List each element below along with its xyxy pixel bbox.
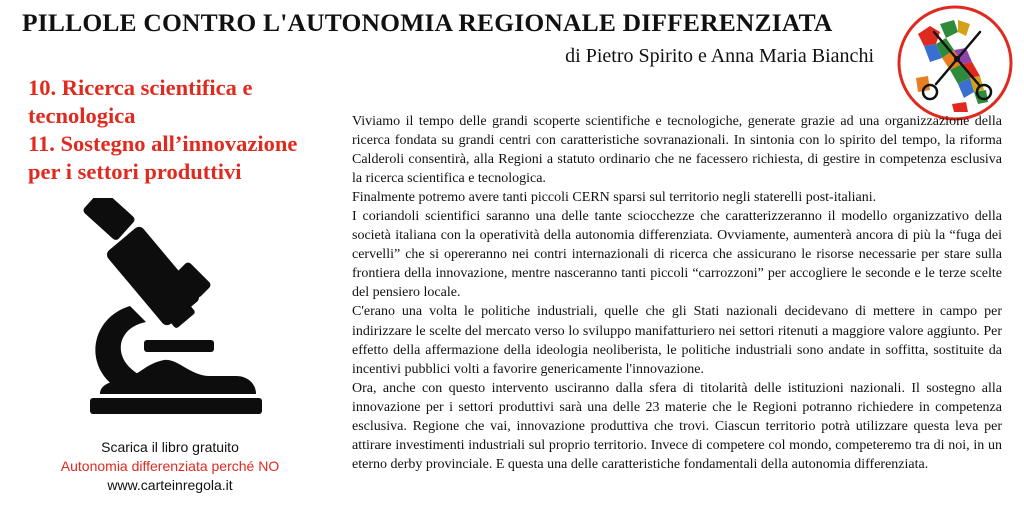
microscope-icon [60, 198, 280, 428]
authors-line: di Pietro Spirito e Anna Maria Bianchi [565, 45, 874, 67]
italy-scissors-icon [896, 4, 1014, 122]
paragraph-3: I coriandoli scientifici saranno una delle tante sciocchezze che caratterizzeranno il modello organizzativo della società italiana con la operatività della autonomia differenziata. Ovviamente, aumenterà ancora di più la “fuga dei cervelli” che si opereranno nei contri internazionali di ricerca che assicurano le risorse necessarie per stare sulla frontiera della innovazione, mentre nasceranno tanti piccoli “carrozzoni” per accogliere le seconde e le terze scelte del pensiero locale. [352, 209, 1002, 301]
topics-heading [28, 74, 348, 186]
topic-line-4: per i settori produttivi [28, 159, 242, 184]
paragraph-4: C'erano una volta le politiche industriali, quelle che gli Stati nazionali decidevano di mettere in campo per indirizzare le scelte del mercato verso lo sviluppo manifatturiero nei settori ritenuti a maggiore valore aggiunto. Per effetto della affermazione della ideologia neoliberista, le politiche industriali sono andate in soffitta, sostituite da incentivi pubblici volti a favorire genericamente l'innovazione. [352, 304, 1002, 377]
book-title-link[interactable]: Autonomia differenziata perché NO [60, 458, 280, 474]
download-promo [20, 438, 320, 495]
article-body [352, 112, 1002, 474]
topic-line-1: 10. Ricerca scientifica e [28, 75, 253, 100]
paragraph-1: Viviamo il tempo delle grandi scoperte scientifiche e tecnologiche, generate grazie ad una organizzazione della ricerca fondata su grandi centri con caratteristiche sovranazionali. In sintonia con lo spirito del tempo, la riforma Calderoli consentirà, alla Regioni a statuto ordinario che ne facessero richiesta, di gestire in competenza esclusiva la ricerca scientifica e tecnologica. [352, 114, 1002, 187]
paragraph-5: Ora, anche con questo intervento usciranno dalla sfera di titolarità delle istituzioni nazionali. Il sostegno alla innovazione per i settori produttivi sarà una delle 23 materie che le Regioni potranno richiedere in competenza esclusiva. Regione che vai, innovazione produttiva che trovi. Ciascun territorio potrà utilizzare questa leva per attirare investimenti industriali sul proprio territorio. Invece di competere col mondo, competeremo tra di noi, in un eterno derby provinciale. E questa una delle caratteristiche fondamentali della autonomia differenziata. [352, 380, 1002, 472]
page-title: PILLOLE CONTRO L'AUTONOMIA REGIONALE DIFFERENZIATA [22, 8, 833, 37]
topic-line-3: 11. Sostegno all’innovazione [28, 131, 298, 156]
website-link[interactable]: www.carteinregola.it [107, 477, 233, 493]
paragraph-2: Finalmente potremo avere tanti piccoli CERN sparsi sul territorio negli staterelli post-italiani. [352, 190, 877, 206]
download-line: Scarica il libro gratuito [101, 439, 239, 455]
topic-line-2: tecnologica [28, 103, 136, 128]
